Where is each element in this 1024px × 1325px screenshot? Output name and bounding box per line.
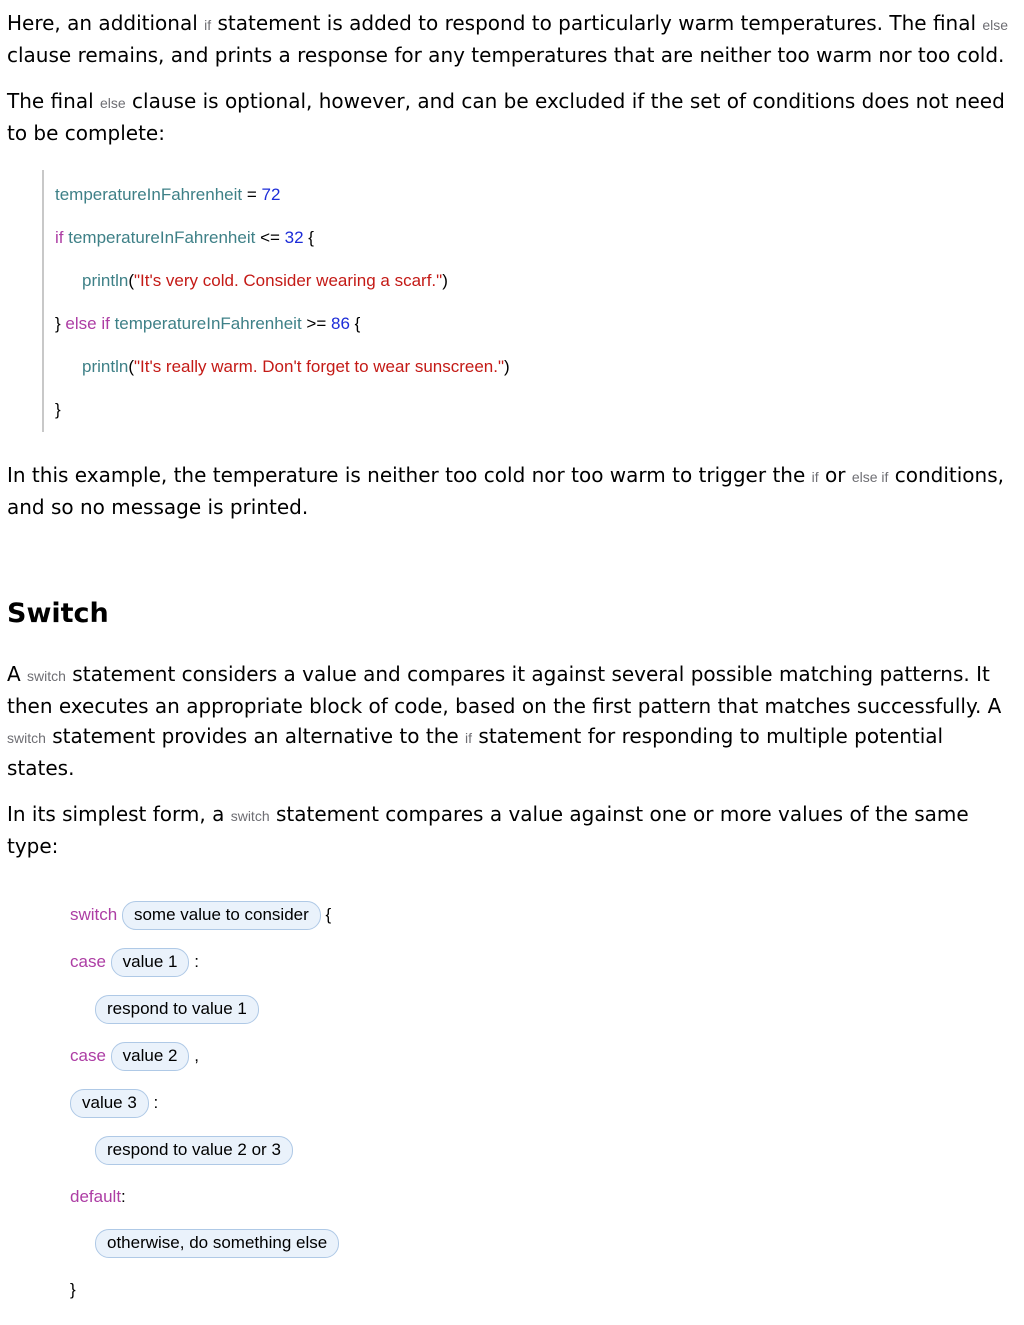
placeholder-pill: otherwise, do something else: [95, 1229, 339, 1258]
placeholder-pill: value 1: [111, 948, 190, 977]
token-text: clause remains, and prints a response for any temperatures that are neither too warm nor too cold.: [7, 11, 1015, 67]
code-line: [55, 184, 1016, 205]
token-plain: :: [189, 952, 199, 971]
code-line: [55, 356, 1016, 377]
token-text: or: [818, 463, 852, 487]
paragraph-example-result: [7, 460, 1016, 522]
token-identifier: println: [82, 271, 129, 290]
code-line: [55, 399, 1016, 420]
token-text: In its simplest form, a: [7, 802, 231, 826]
token-keyword: switch: [70, 905, 118, 924]
paragraph-switch-simplest-form: [7, 799, 1016, 861]
token-plain: }: [55, 400, 61, 419]
code-line: [70, 1229, 1016, 1258]
token-plain: :: [148, 1093, 159, 1112]
token-identifier: temperatureInFahrenheit: [114, 314, 302, 333]
token-plain: >=: [301, 314, 331, 333]
token-keyword: if: [101, 314, 110, 333]
token-plain: [106, 952, 111, 971]
token-plain: ): [442, 271, 448, 290]
token-plain: <=: [255, 228, 285, 247]
paragraph-intro-additional-if: [7, 8, 1016, 70]
token-keyword: case: [70, 952, 106, 971]
token-text: conditions, and so no message is printed.: [7, 463, 1011, 519]
token-text: statement is added to respond to particularly warm temperatures. The final: [211, 11, 983, 35]
token-plain: {: [320, 905, 332, 924]
token-keyword: if: [55, 228, 64, 247]
inline-code: switch: [7, 730, 46, 746]
token-plain: =: [242, 185, 262, 204]
code-line: [55, 313, 1016, 334]
token-number: 86: [330, 314, 350, 333]
token-text: In this example, the temperature is neither too cold nor too warm to trigger the: [7, 463, 812, 487]
token-plain: ,: [189, 1046, 199, 1065]
token-identifier: temperatureInFahrenheit: [68, 228, 256, 247]
inline-code: else: [100, 95, 126, 111]
token-keyword: default: [70, 1187, 122, 1206]
code-line: [70, 1042, 1016, 1071]
paragraph-else-optional: [7, 86, 1016, 148]
token-plain: (: [128, 271, 134, 290]
token-string: "It's very cold. Consider wearing a scarf.": [133, 271, 443, 290]
token-text: statement for responding to multiple potential states.: [7, 724, 950, 780]
token-plain: {: [349, 314, 361, 333]
token-number: 72: [261, 185, 281, 204]
token-text: statement provides an alternative to the: [45, 724, 466, 748]
inline-code: else if: [851, 469, 889, 485]
code-line: [70, 995, 1016, 1024]
code-line: [70, 1136, 1016, 1165]
token-plain: (: [128, 357, 134, 376]
inline-code: if: [465, 730, 473, 746]
token-plain: }: [55, 314, 66, 333]
code-line: [55, 227, 1016, 248]
token-number: 32: [284, 228, 304, 247]
token-plain: ): [504, 357, 510, 376]
placeholder-pill: respond to value 2 or 3: [95, 1136, 293, 1165]
token-plain: {: [303, 228, 314, 247]
token-keyword: case: [70, 1046, 106, 1065]
inline-code: else: [982, 17, 1009, 33]
token-keyword: else: [65, 314, 97, 333]
inline-code: if: [204, 17, 212, 33]
token-text: Here, an additional: [7, 11, 205, 35]
token-plain: }: [70, 1280, 76, 1299]
token-text: statement considers a value and compares it against several possible matching patterns. It then executes an appropriate block of code, based on the first pattern that matches successfully. A: [7, 662, 1008, 718]
code-line: [70, 948, 1016, 977]
code-line: [70, 1183, 1016, 1211]
inline-code: if: [811, 469, 819, 485]
placeholder-pill: respond to value 1: [95, 995, 259, 1024]
token-text: statement compares a value against one or more values of the same type:: [7, 802, 976, 858]
token-plain: [106, 1046, 111, 1065]
token-text: A: [7, 662, 28, 686]
placeholder-pill: value 2: [111, 1042, 190, 1071]
code-line: [70, 1276, 1016, 1304]
token-string: "It's really warm. Don't forget to wear sunscreen.": [133, 357, 505, 376]
placeholder-pill: value 3: [70, 1089, 149, 1118]
code-line: [55, 270, 1016, 291]
token-text: clause is optional, however, and can be excluded if the set of conditions does not need to be complete:: [7, 89, 1012, 145]
token-identifier: temperatureInFahrenheit: [55, 185, 243, 204]
token-text: The final: [7, 89, 100, 113]
code-block-if-else-example: [42, 170, 1016, 432]
code-line: [70, 1089, 1016, 1118]
inline-code: switch: [230, 808, 270, 824]
paragraph-switch-description: [7, 659, 1016, 783]
token-identifier: println: [82, 357, 129, 376]
code-block-switch-grammar: [70, 883, 1016, 1304]
token-plain: :: [121, 1187, 126, 1206]
code-line: [70, 901, 1016, 930]
section-heading-switch: Switch: [7, 598, 109, 629]
inline-code: switch: [27, 668, 66, 684]
placeholder-pill: some value to consider: [122, 901, 321, 930]
